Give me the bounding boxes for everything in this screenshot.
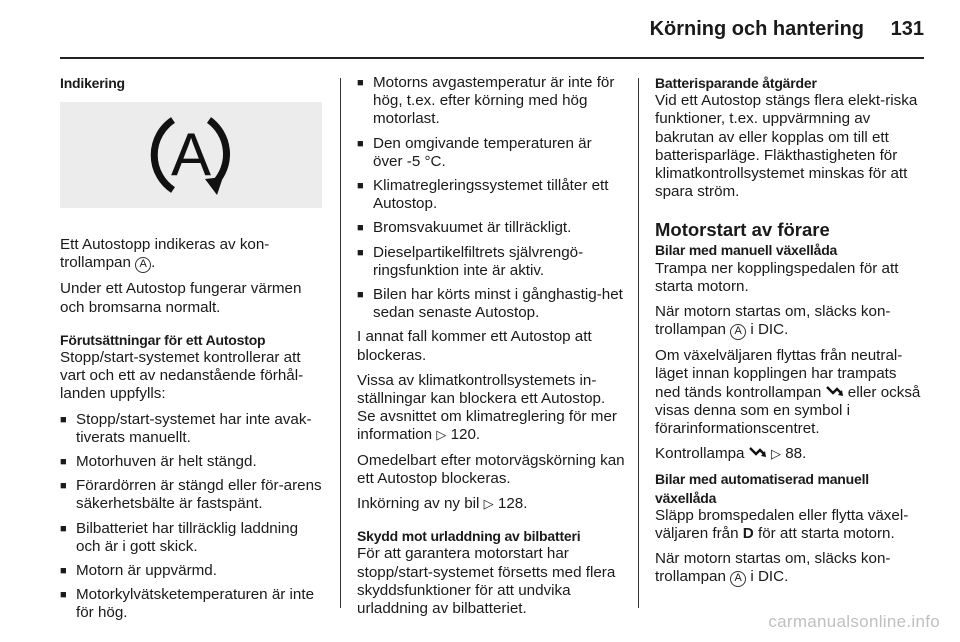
paragraph: För att garantera motorstart har stopp/start-systemet försetts med flera skyddsfunktioner för att undvika urladdning av bilbatteriet.	[357, 545, 616, 618]
paragraph	[655, 303, 925, 340]
heading-indikering: Indikering	[60, 75, 125, 91]
text: i DIC.	[746, 568, 789, 586]
paragraph: Vid ett Autostop stängs flera elekt-riska funktioner, t.ex. uppvärmning av bakrutan av eller kopplas om till ett batterisparläge. Fläkthastigheten för klimatkontrollsystemet minskas för att spara ström.	[655, 92, 918, 201]
paragraph: I annat fall kommer ett Autostop att blockeras.	[357, 328, 592, 364]
paragraph	[60, 236, 322, 273]
text: Vissa av klimatkontrollsystemets in-ställningar kan blockera ett Autostop. Se avsnittet om klimatreglering för mer information	[357, 371, 617, 444]
list-item: ■ Den omgivande temperaturen är över -5 °C.	[357, 135, 625, 171]
conditions-list	[60, 411, 322, 623]
text: .	[151, 254, 156, 272]
text: När motorn startas om, släcks kon-trollampan	[655, 550, 891, 586]
column-2	[357, 74, 625, 625]
text: Ett Autostopp indikeras av kon-trollampan	[60, 236, 270, 272]
heading-motorstart: Motorstart av förare	[655, 219, 830, 241]
list-item: ■ Klimatregleringssystemet tillåter ett Autostop.	[357, 177, 625, 213]
paragraph	[357, 372, 625, 445]
header-rule	[60, 57, 924, 59]
list-item: ■ Motorhuven är helt stängd.	[60, 453, 322, 471]
illustration-letter: A	[170, 121, 212, 189]
paragraph: Omedelbart efter motorvägskörning kan ett Autostop blockeras.	[357, 451, 625, 487]
paragraph	[655, 550, 925, 587]
text: för att starta motorn.	[753, 525, 895, 543]
heading-manual: Bilar med manuell växellåda	[655, 242, 838, 259]
list-item: ■ Stopp/start-systemet har inte avak-tiverats manuellt.	[60, 411, 322, 447]
page-reference[interactable]: 88.	[785, 445, 807, 463]
text: När motorn startas om, släcks kon-trollampan	[655, 303, 891, 339]
page-reference-arrow-icon: ▷	[770, 446, 781, 462]
shift-arrow-icon	[749, 445, 767, 462]
column-1	[60, 74, 322, 629]
list-item: ■ Dieselpartikelfiltrets självrengö-ringsfunktion inte är aktiv.	[357, 244, 625, 280]
gear-label: D	[742, 525, 754, 543]
watermark: carmanualsonline.info	[768, 612, 940, 631]
autostop-icon: A	[135, 257, 151, 273]
autostop-illustration	[60, 102, 322, 208]
heading-battery: Batterisparande åtgärder	[655, 75, 817, 91]
paragraph: Under ett Autostop fungerar värmen och bromsarna normalt.	[60, 280, 302, 316]
text: Kontrollampa	[655, 445, 749, 463]
paragraph: Stopp/start-systemet kontrollerar att vart och ett av nedanstående förhål-landen uppfylls:	[60, 349, 304, 403]
list-item: ■ Bromsvakuumet är tillräckligt.	[357, 219, 625, 237]
heading-protection: Skydd mot urladdning av bilbatteri	[357, 528, 581, 545]
page-number: 131	[890, 18, 924, 40]
list-item: ■ Bilen har körts minst i gånghastig-het sedan senaste Autostop.	[357, 286, 625, 322]
paragraph	[357, 495, 625, 513]
autostop-A-icon	[131, 105, 251, 205]
list-item: ■ Motorn är uppvärmd.	[60, 562, 322, 580]
text: Om växelväljaren flyttas från neutral-läget innan kopplingen har trampats ned tänds kontrollampan	[655, 347, 903, 401]
page-reference-arrow-icon: ▷	[483, 496, 494, 512]
column-3	[655, 74, 925, 594]
column-divider	[340, 78, 341, 608]
paragraph: Trampa ner kopplingspedalen för att starta motorn.	[655, 259, 899, 295]
page-reference[interactable]: 128.	[497, 495, 528, 513]
heading-conditions: Förutsättningar för ett Autostop	[60, 331, 266, 348]
shift-arrow-icon	[826, 384, 844, 401]
list-item: ■ Bilbatteriet har tillräcklig laddning och är i gott skick.	[60, 520, 322, 556]
header-title: Körning och hantering	[649, 18, 864, 40]
list-item: ■ Förardörren är stängd eller för-arens säkerhetsbälte är fastspänt.	[60, 477, 322, 513]
paragraph	[655, 347, 925, 438]
conditions-list-continued	[357, 74, 625, 322]
paragraph	[655, 507, 925, 543]
text: Inkörning av ny bil	[357, 495, 484, 513]
heading-automated: Bilar med automatiserad manuell växellåda	[655, 471, 869, 506]
page-reference-arrow-icon: ▷	[436, 427, 447, 443]
autostop-icon: A	[730, 571, 746, 587]
text: i DIC.	[746, 321, 789, 339]
list-item: ■ Motorkylvätsketemperaturen är inte för hög.	[60, 586, 322, 622]
paragraph	[655, 445, 925, 463]
text: Släpp bromspedalen eller flytta växel-väljaren från	[655, 506, 909, 543]
autostop-icon: A	[730, 324, 746, 340]
text: eller också visas denna som en symbol i förarinformationscentret.	[655, 383, 921, 438]
column-divider	[638, 78, 639, 608]
list-item: ■ Motorns avgastemperatur är inte för hög, t.ex. efter körning med hög motorlast.	[357, 74, 625, 129]
page-reference[interactable]: 120.	[450, 426, 481, 444]
